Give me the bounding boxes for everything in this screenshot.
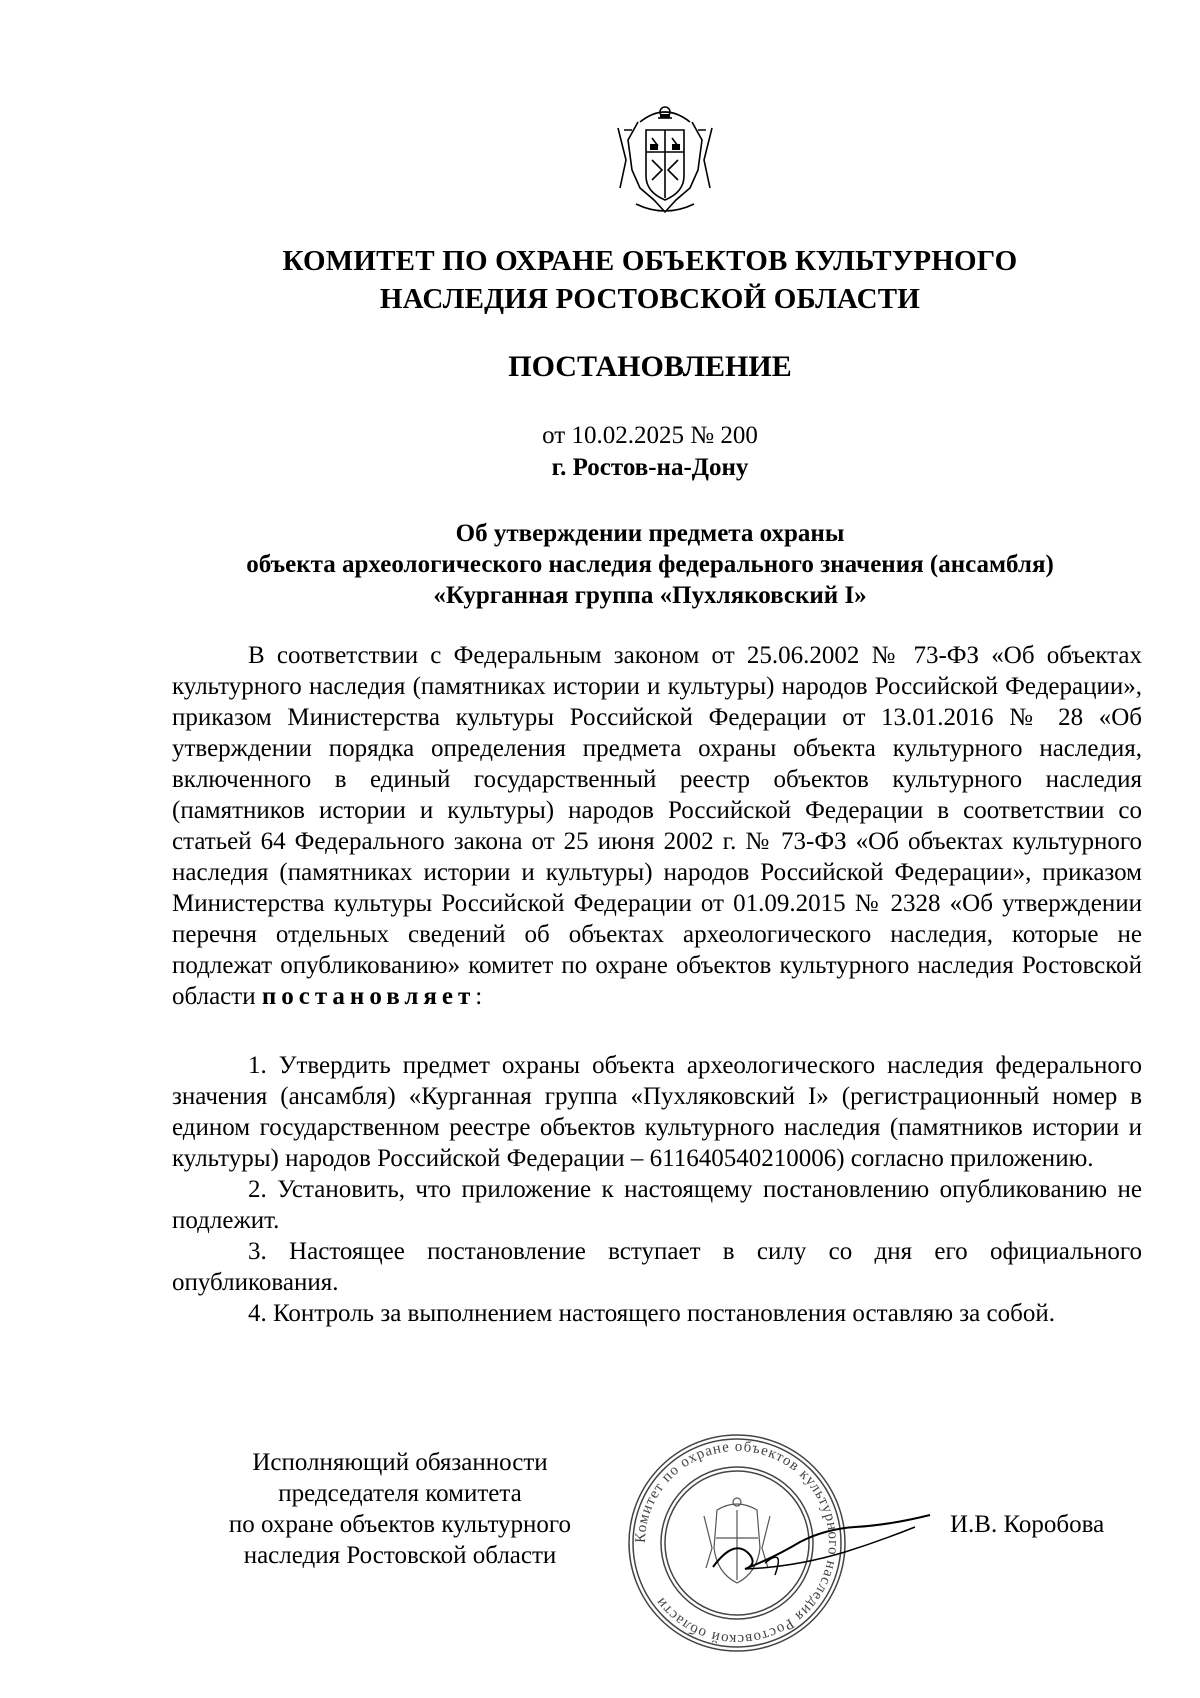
title-line-1: Об утверждении предмета охраны [455,520,845,547]
organization-line-2: НАСЛЕДИЯ РОСТОВСКОЙ ОБЛАСТИ [379,283,921,315]
stamp-text: Комитет по охране объектов культурного наследия Ростовской области [632,1438,842,1648]
organization-line-1: КОМИТЕТ ПО ОХРАНЕ ОБЪЕКТОВ КУЛЬТУРНОГО [282,245,1018,277]
preamble-paragraph [172,640,1142,1012]
decree-item-3: 3. Настоящее постановление вступает в силу со дня его официального опубликования. [172,1238,1142,1296]
position-line-1: Исполняющий обязанности [252,1449,548,1476]
decree-item-2: 2. Установить, что приложение к настоящему постановлению опубликованию не подлежит. [172,1176,1142,1234]
document-city: г. Ростов-на-Дону [551,454,749,481]
document-type: ПОСТАНОВЛЕНИЕ [508,350,792,383]
preamble-text: В соответствии с Федеральным законом от 25.06.2002 № 73-ФЗ «Об объектах культурного наследия (памятниках истории и культуры) народов Российской Федерации», приказом Министерства культуры Российской Федерации от 13.01.2016 № 28 «Об утверждении порядка определения предмета охраны объекта культурного наследия, включенного в единый государственный реестр объектов культурного наследия (памятников истории и культуры) народов Российской Федерации в соответствии со статьей 64 Федерального закона от 25 июня 2002 г. № 73-ФЗ «Об объектах культурного наследия (памятниках истории и культуры) народов Российской Федерации», приказом Министерства культуры Российской Федерации от 01.09.2015 № 2328 «Об утверждении перечня отдельных сведений об объектах археологического наследия, которые не подлежат опубликованию» комитет по охране объектов культурного наследия Ростовской области [172,642,1142,1010]
title-line-2: объекта археологического наследия федерального значения (ансамбля) [246,551,1054,578]
paragraph-gap [172,1012,1142,1050]
handwritten-signature [705,1497,935,1587]
decree-item-1: 1. Утвердить предмет охраны объекта археологического наследия федерального значения (ансамбля) «Курганная группа «Пухляковский I» (регистрационный номер в едином государственном реестре объектов культурного наследия (памятников истории и культуры) народов Российской Федерации – 611640540210006) согласно приложению. [172,1052,1142,1172]
position-line-4: наследия Ростовской области [243,1542,557,1569]
position-line-2: председателя комитета [278,1480,522,1507]
coat-of-arms-icon [610,100,720,218]
signer-position [190,1447,610,1571]
document-body [172,640,1142,1329]
document-title [150,518,1150,611]
organization-name [150,242,1150,318]
decree-word: постановляет [261,983,476,1010]
document-date-number: от 10.02.2025 № 200 [542,422,758,449]
decree-item-4: 4. Контроль за выполнением настоящего постановления оставляю за собой. [248,1300,1055,1327]
preamble-colon: : [475,983,483,1010]
position-line-3: по охране объектов культурного [228,1511,572,1538]
title-line-3: «Курганная группа «Пухляковский I» [433,582,867,609]
signer-name: И.В. Коробова [950,1511,1105,1538]
